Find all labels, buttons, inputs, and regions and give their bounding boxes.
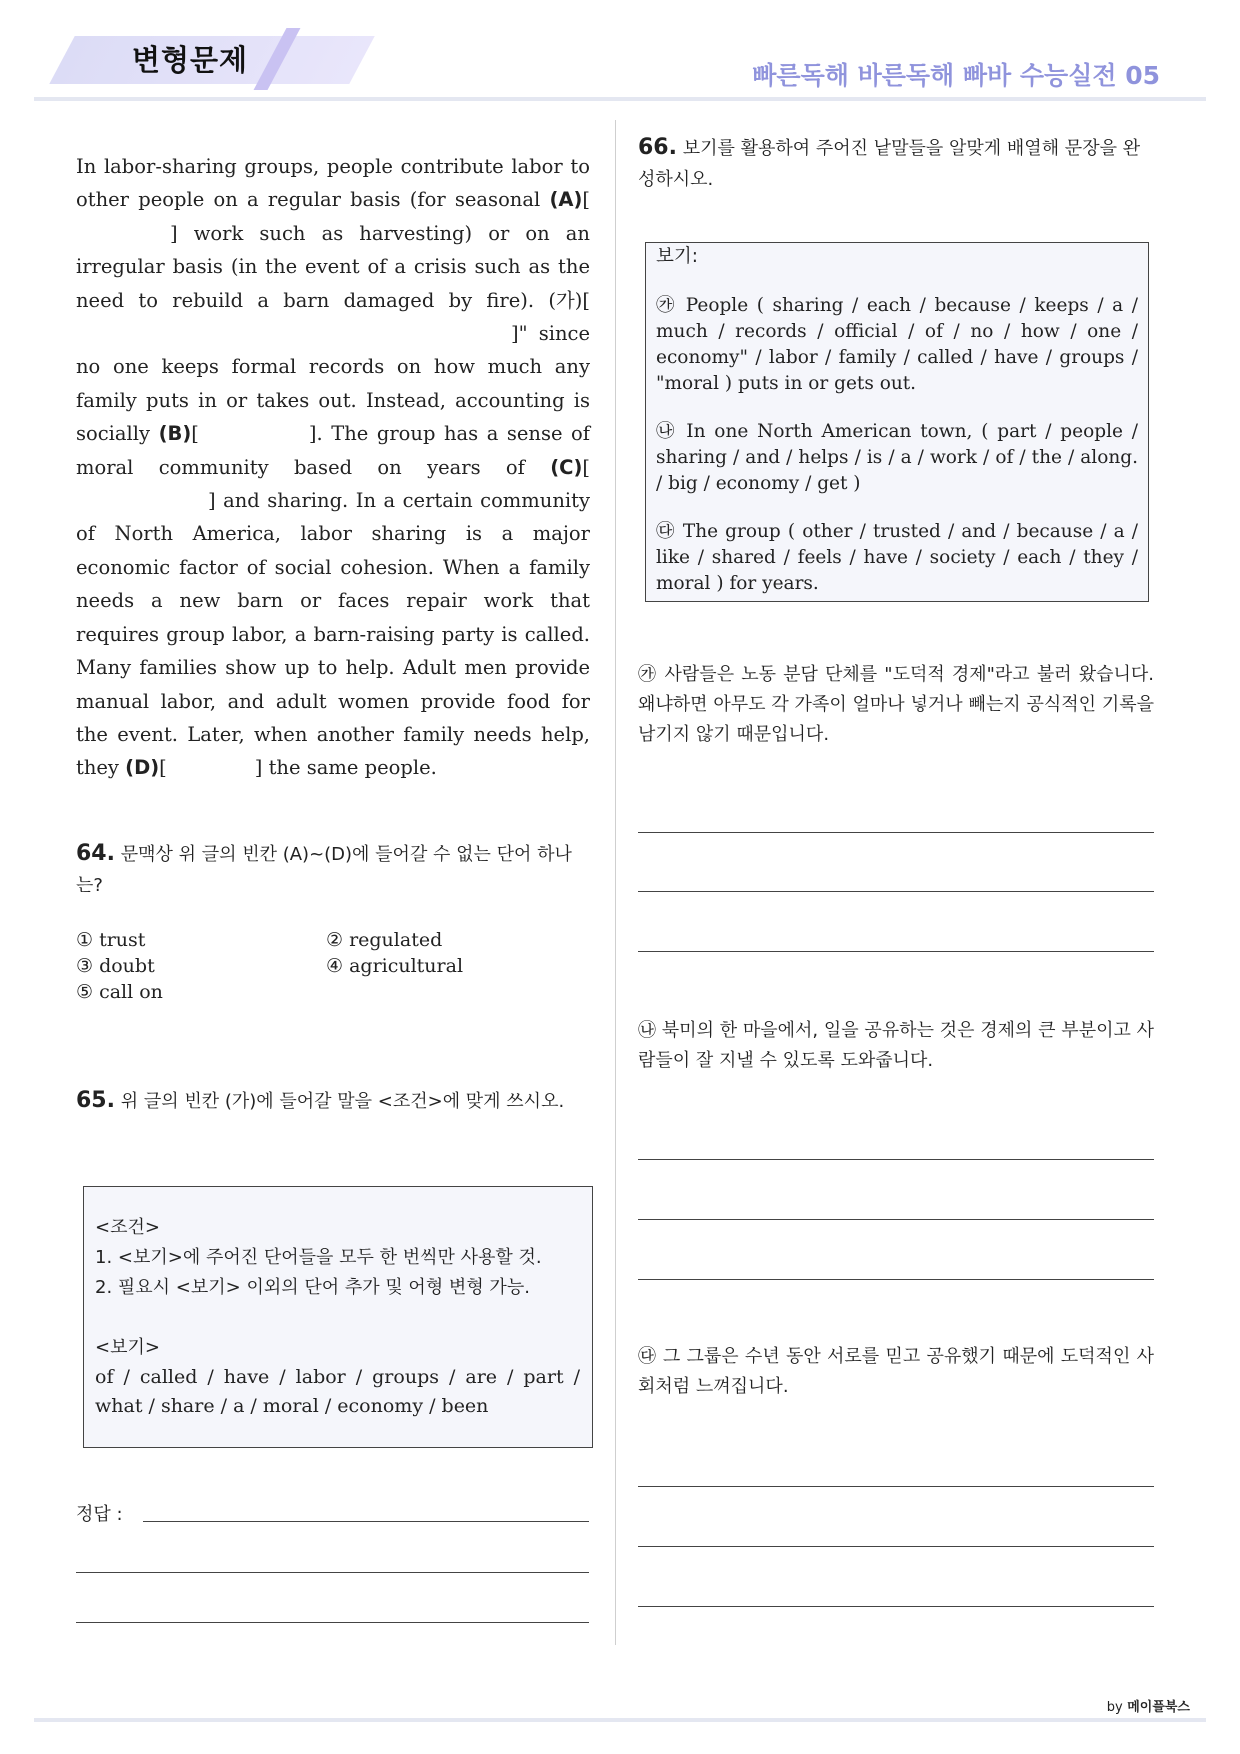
page-title: 변형문제 (132, 43, 249, 77)
answer-line-3[interactable] (76, 1622, 589, 1623)
header-divider (34, 97, 1206, 101)
condition-1: 1. <보기>에 주어진 단어들을 모두 한 번씩만 사용할 것. (95, 1247, 542, 1268)
bogi-item-ga: ㉮ People ( sharing / each / because / keeps / a / much / records / official / of / no / how / one / economy" / labor / family / called / have / groups / "moral ) puts in or gets out. (656, 295, 1138, 394)
answer-line-da-3[interactable] (638, 1606, 1154, 1607)
bogi-words: of / called / have / labor / groups / are / part / what / share / a / moral / economy / been (95, 1366, 580, 1417)
column-divider (615, 120, 616, 1645)
bogi-item-na: ㉯ In one North American town, ( part / people / sharing / and / helps / is / a / work / of / the / along. / big / economy / get ) (656, 421, 1138, 494)
question-64: 64. 문맥상 위 글의 빈칸 (A)~(D)에 들어갈 수 없는 단어 하나는? (76, 841, 572, 896)
answer-line-na-3[interactable] (638, 1279, 1154, 1280)
q64-options (76, 928, 576, 1005)
conditions-box (83, 1186, 593, 1448)
option-5[interactable]: ⑤ call on (76, 981, 163, 1003)
answer-line-da-1[interactable] (638, 1486, 1154, 1487)
bogi-label: 보기: (656, 246, 698, 267)
conditions-title: <조건> (95, 1217, 160, 1238)
option-3[interactable]: ③ doubt (76, 955, 155, 977)
bogi-title: <보기> (95, 1337, 160, 1358)
answer-line-2[interactable] (76, 1572, 589, 1573)
answer-line-na-2[interactable] (638, 1219, 1154, 1220)
condition-2: 2. 필요시 <보기> 이외의 단어 추가 및 어형 변형 가능. (95, 1277, 530, 1298)
answer-line-na-1[interactable] (638, 1159, 1154, 1160)
publisher-name: 메이플북스 (1127, 1700, 1190, 1715)
answer-line-ga-2[interactable] (638, 891, 1154, 892)
answer-line-ga-1[interactable] (638, 832, 1154, 833)
answer-line-ga-3[interactable] (638, 951, 1154, 952)
series-title: 빠른독해 바른독해 빠바 수능실전 05 (752, 61, 1160, 90)
option-1[interactable]: ① trust (76, 929, 146, 951)
prompt-da: ㉰ 그 그룹은 수년 동안 서로를 믿고 공유했기 때문에 도덕적인 사회처럼 느껴집니다. (638, 1346, 1154, 1397)
question-65: 65. 위 글의 빈칸 (가)에 들어갈 말을 <조건>에 맞게 쓰시오. (76, 1088, 565, 1113)
bogi-item-da: ㉰ The group ( other / trusted / and / because / a / like / shared / feels / have / society / each / they / moral ) for years. (656, 521, 1138, 594)
answer-label: 정답 : (76, 1504, 123, 1525)
option-4[interactable]: ④ agricultural (326, 955, 464, 977)
footer-divider (34, 1718, 1206, 1722)
option-2[interactable]: ② regulated (326, 929, 443, 951)
reading-passage: In labor-sharing groups, people contribute labor to other people on a regular basis (for seasonal (A)[] work such as harvesting) or on an irregular basis (in the event of a crisis such as the need to rebuild a barn damaged by fire). (가)[]" since no one keeps formal records on how much any family puts in or takes out. Instead, accounting is socially (B)[ ]. The group has a sense of moral community based on years of (C)[] and sharing. In a certain community of North America, labor sharing is a major economic factor of social cohesion. When a family needs a new barn or faces repair work that requires group labor, a barn-raising party is called. Many families show up to help. Adult men provide manual labor, and adult women provide food for the event. Later, when another family needs help, they (D)[ ] the same people. (76, 155, 590, 780)
answer-line-1[interactable] (143, 1521, 589, 1522)
prompt-na: ㉯ 북미의 한 마을에서, 일을 공유하는 것은 경제의 큰 부분이고 사람들이 잘 지낼 수 있도록 도와줍니다. (638, 1020, 1154, 1071)
question-66: 66. 보기를 활용하여 주어진 낱말들을 알맞게 배열해 문장을 완성하시오. (638, 135, 1141, 190)
answer-line-da-2[interactable] (638, 1546, 1154, 1547)
q66-bogi-box (645, 242, 1149, 602)
footer-credit: by 메이플북스 (1106, 1700, 1190, 1715)
prompt-ga: ㉮ 사람들은 노동 분담 단체를 "도덕적 경제"라고 불러 왔습니다. 왜냐하면 아무도 각 가족이 얼마나 넣거나 빼는지 공식적인 기록을 남기지 않기 때문입니다. (638, 664, 1154, 745)
